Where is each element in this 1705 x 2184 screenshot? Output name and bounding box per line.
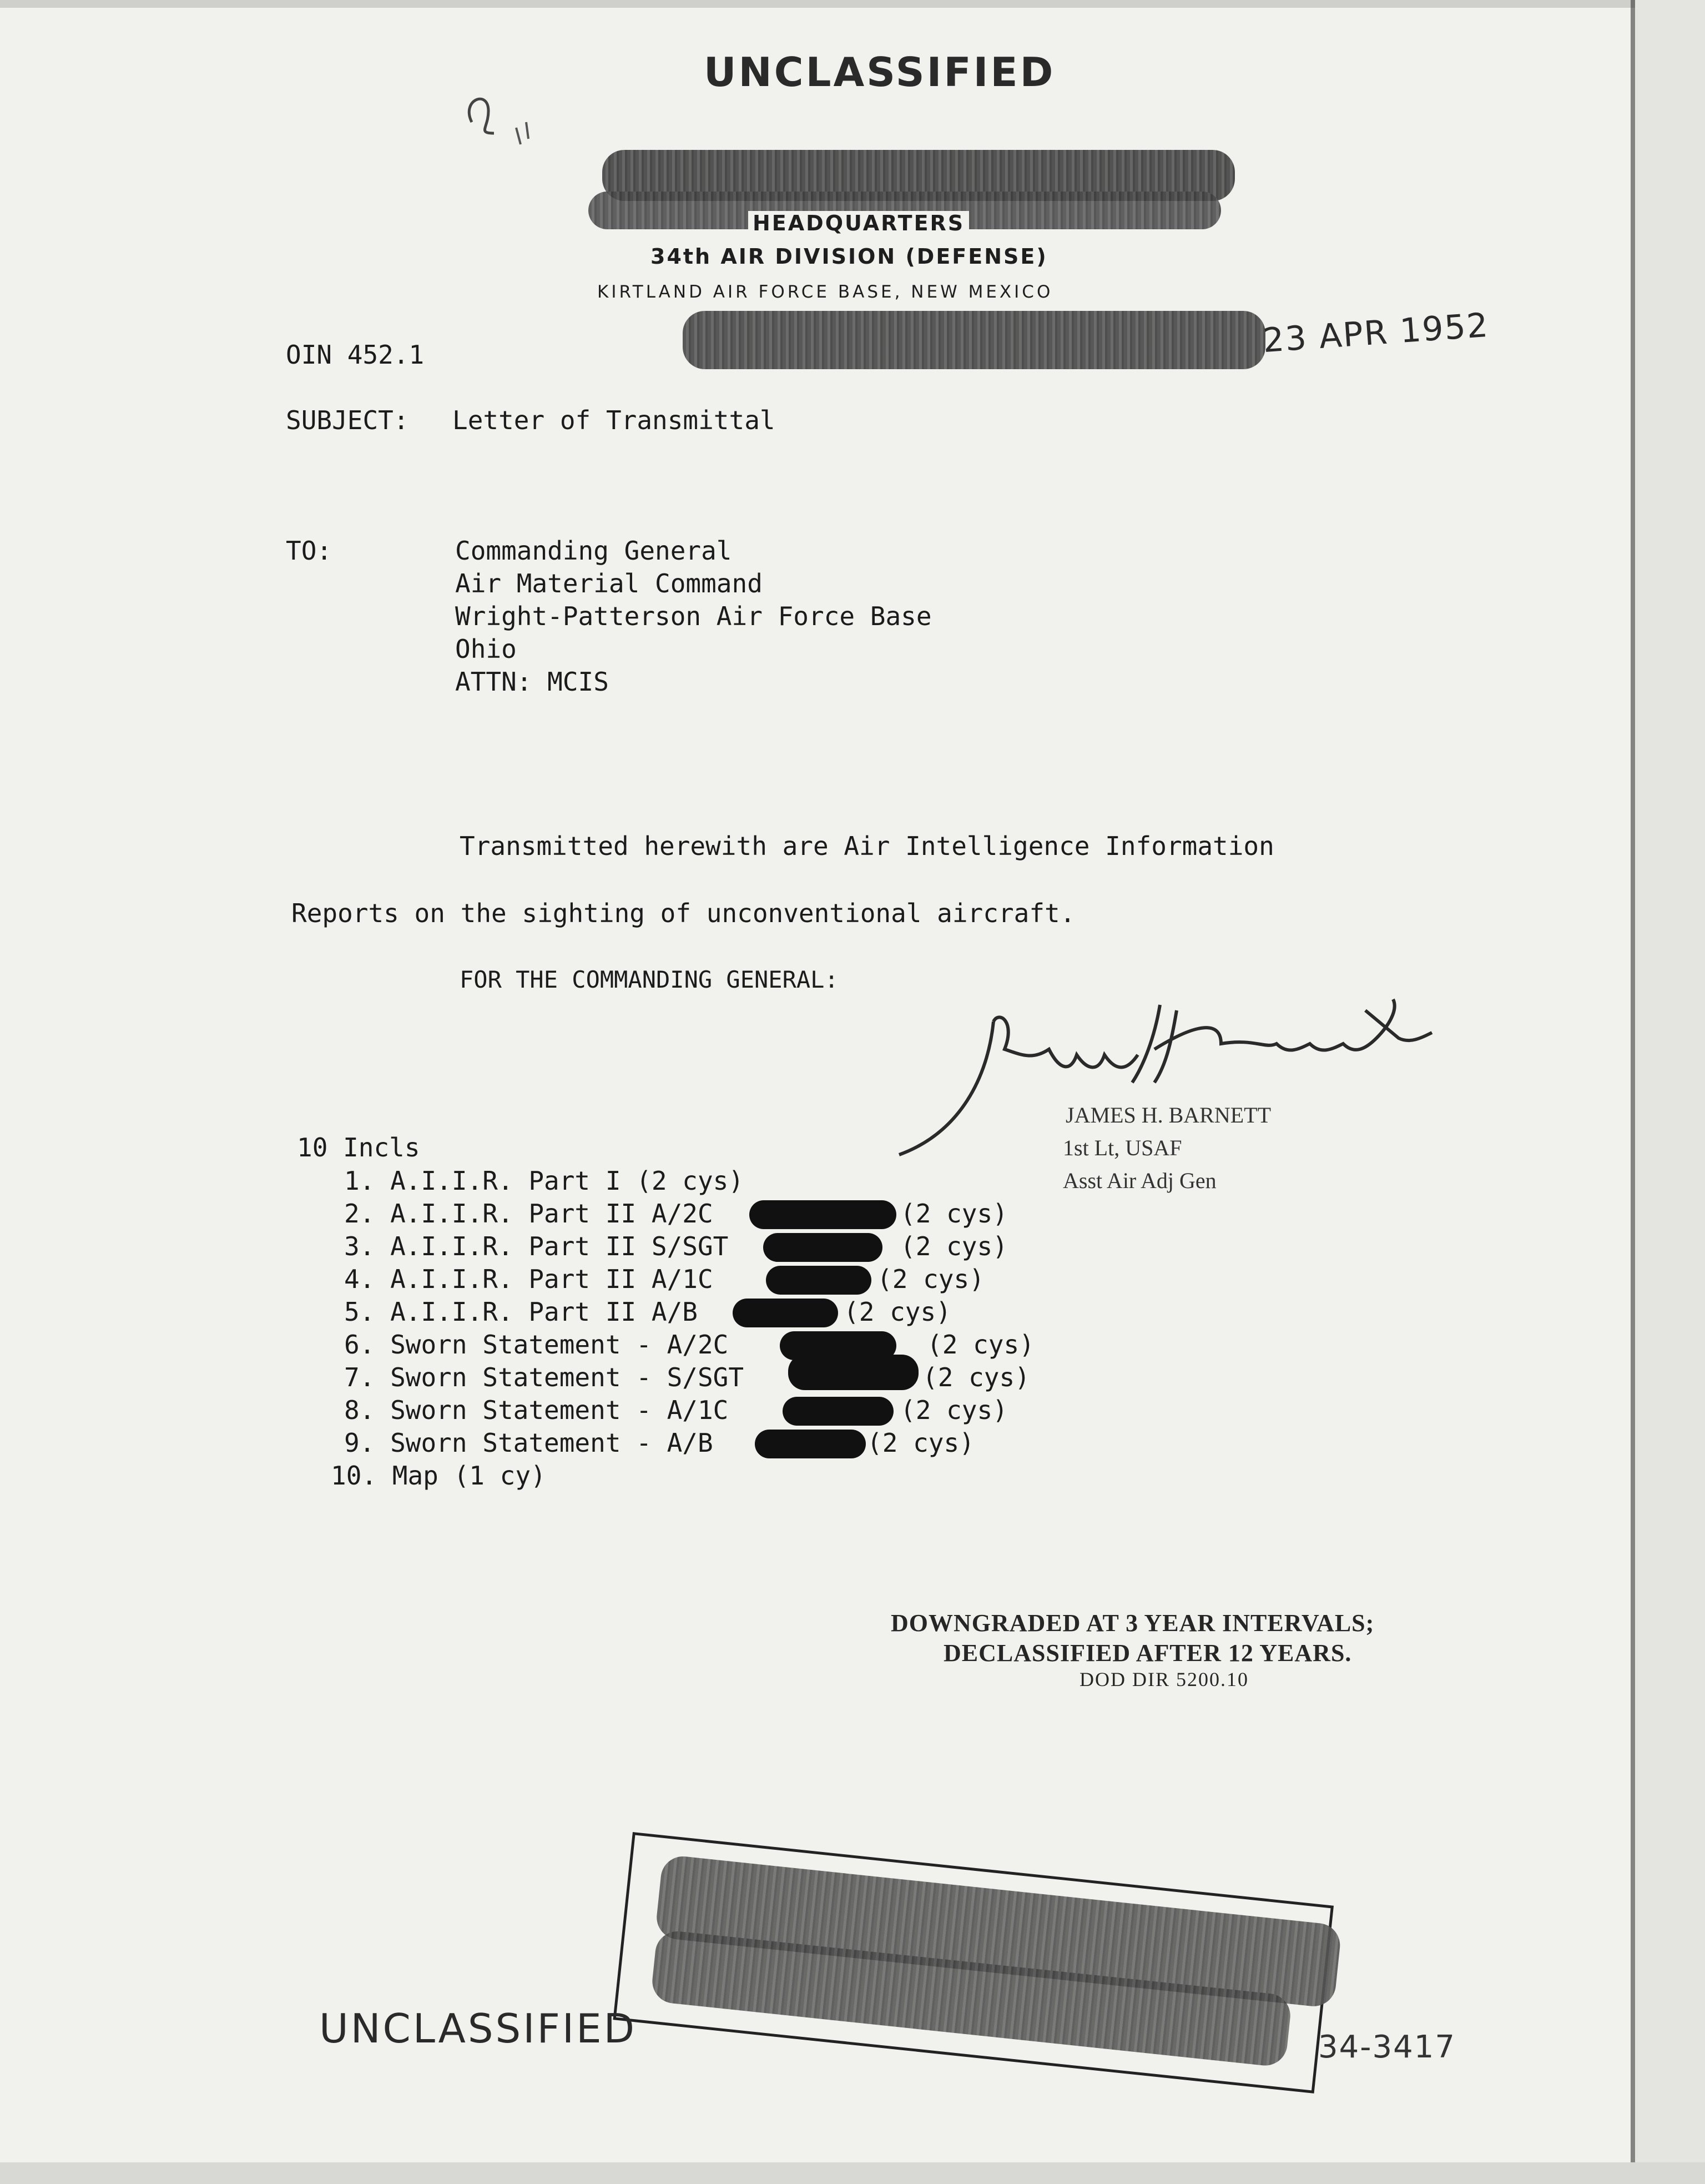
to-label: TO: — [286, 536, 332, 566]
enclosure-text: Sworn Statement - A/B — [390, 1428, 713, 1458]
body-line: Transmitted herewith are Air Intelligence Information — [460, 831, 1274, 861]
enclosure-copies: (2 cys) — [922, 1362, 1030, 1392]
enclosure-number: 7. — [344, 1362, 375, 1392]
enclosures-header: 10 Incls — [297, 1133, 420, 1163]
downgrade-line2: DECLASSIFIED AFTER 12 YEARS. — [944, 1639, 1352, 1667]
enclosure-item — [344, 1297, 698, 1327]
redaction-block — [755, 1430, 866, 1458]
downgrade-line3: DOD DIR 5200.10 — [1080, 1668, 1249, 1690]
enclosure-number: 1. — [344, 1166, 375, 1196]
enclosure-copies: (2 cys) — [844, 1297, 951, 1327]
closing-line: FOR THE COMMANDING GENERAL: — [460, 966, 839, 993]
to-line: Ohio — [455, 634, 517, 664]
scan-margin — [1635, 0, 1705, 2184]
page-edge — [1631, 0, 1635, 2184]
enclosure-item — [344, 1395, 728, 1425]
enclosure-number: 4. — [344, 1264, 375, 1294]
redaction-block — [733, 1299, 838, 1327]
subject-label: SUBJECT: — [286, 405, 409, 435]
enclosure-text: Sworn Statement - A/1C — [390, 1395, 729, 1425]
enclosure-item — [344, 1330, 728, 1360]
enclosure-copies: (2 cys) — [927, 1330, 1035, 1360]
date-stamp: 23 APR 1952 — [1262, 305, 1491, 361]
enclosure-text: A.I.I.R. Part II A/1C — [390, 1264, 713, 1294]
enclosure-text: A.I.I.R. Part II S/SGT — [390, 1231, 729, 1261]
to-line: ATTN: MCIS — [455, 667, 609, 697]
enclosure-text: A.I.I.R. Part II A/2C — [390, 1199, 713, 1229]
redaction-bar — [683, 311, 1265, 369]
to-line: Commanding General — [455, 536, 732, 566]
enclosure-number: 6. — [344, 1330, 375, 1360]
enclosure-copies: (2 cys) — [877, 1264, 985, 1294]
enclosure-text: A.I.I.R. Part II A/B — [390, 1297, 698, 1327]
signer-name: JAMES H. BARNETT — [1066, 1103, 1272, 1128]
redaction-block — [749, 1200, 896, 1229]
enclosure-number: 9. — [344, 1428, 375, 1458]
redaction-block — [766, 1266, 871, 1295]
signer-title: Asst Air Adj Gen — [1063, 1168, 1217, 1193]
letterhead-line2: 34th AIR DIVISION (DEFENSE) — [650, 244, 1048, 269]
enclosure-item — [344, 1428, 713, 1458]
letterhead-line1: HEADQUARTERS — [748, 211, 969, 235]
enclosure-item — [331, 1461, 546, 1491]
to-line: Air Material Command — [455, 568, 763, 598]
subject-text: Letter of Transmittal — [452, 405, 775, 435]
enclosure-item — [344, 1166, 744, 1196]
handwritten-mark — [455, 83, 544, 155]
signer-rank: 1st Lt, USAF — [1063, 1135, 1182, 1160]
enclosure-text: Sworn Statement - A/2C — [390, 1330, 729, 1360]
body-line: Reports on the sighting of unconventional aircraft. — [291, 898, 1076, 928]
to-line: Wright-Patterson Air Force Base — [455, 601, 932, 631]
enclosure-text: Sworn Statement - S/SGT — [390, 1362, 744, 1392]
redaction-block — [783, 1397, 894, 1426]
enclosure-text: A.I.I.R. Part I (2 cys) — [390, 1166, 744, 1196]
scan-top-edge — [0, 0, 1705, 8]
enclosure-number: 5. — [344, 1297, 375, 1327]
enclosure-copies: (2 cys) — [900, 1199, 1008, 1229]
enclosure-item — [344, 1231, 728, 1261]
enclosure-number: 10. — [331, 1461, 377, 1491]
enclosure-copies: (2 cys) — [900, 1395, 1008, 1425]
enclosure-item — [344, 1362, 744, 1392]
redaction-block — [763, 1233, 882, 1262]
enclosure-number: 2. — [344, 1199, 375, 1229]
classification-top: UNCLASSIFIED — [704, 49, 1056, 95]
document-number: 34-3417 — [1318, 2029, 1456, 2065]
enclosure-number: 3. — [344, 1231, 375, 1261]
enclosure-copies: (2 cys) — [900, 1231, 1008, 1261]
enclosure-number: 8. — [344, 1395, 375, 1425]
classification-bottom: UNCLASSIFIED — [319, 2005, 637, 2052]
letterhead-line3: KIRTLAND AIR FORCE BASE, NEW MEXICO — [597, 282, 1053, 302]
redaction-block — [788, 1355, 919, 1390]
enclosure-item — [344, 1264, 713, 1294]
enclosure-text: Map (1 cy) — [392, 1461, 546, 1491]
scan-bottom-edge — [0, 2162, 1705, 2184]
enclosure-copies: (2 cys) — [867, 1428, 975, 1458]
enclosure-item — [344, 1199, 713, 1229]
file-reference: OIN 452.1 — [286, 340, 425, 370]
downgrade-line1: DOWNGRADED AT 3 YEAR INTERVALS; — [891, 1609, 1375, 1637]
